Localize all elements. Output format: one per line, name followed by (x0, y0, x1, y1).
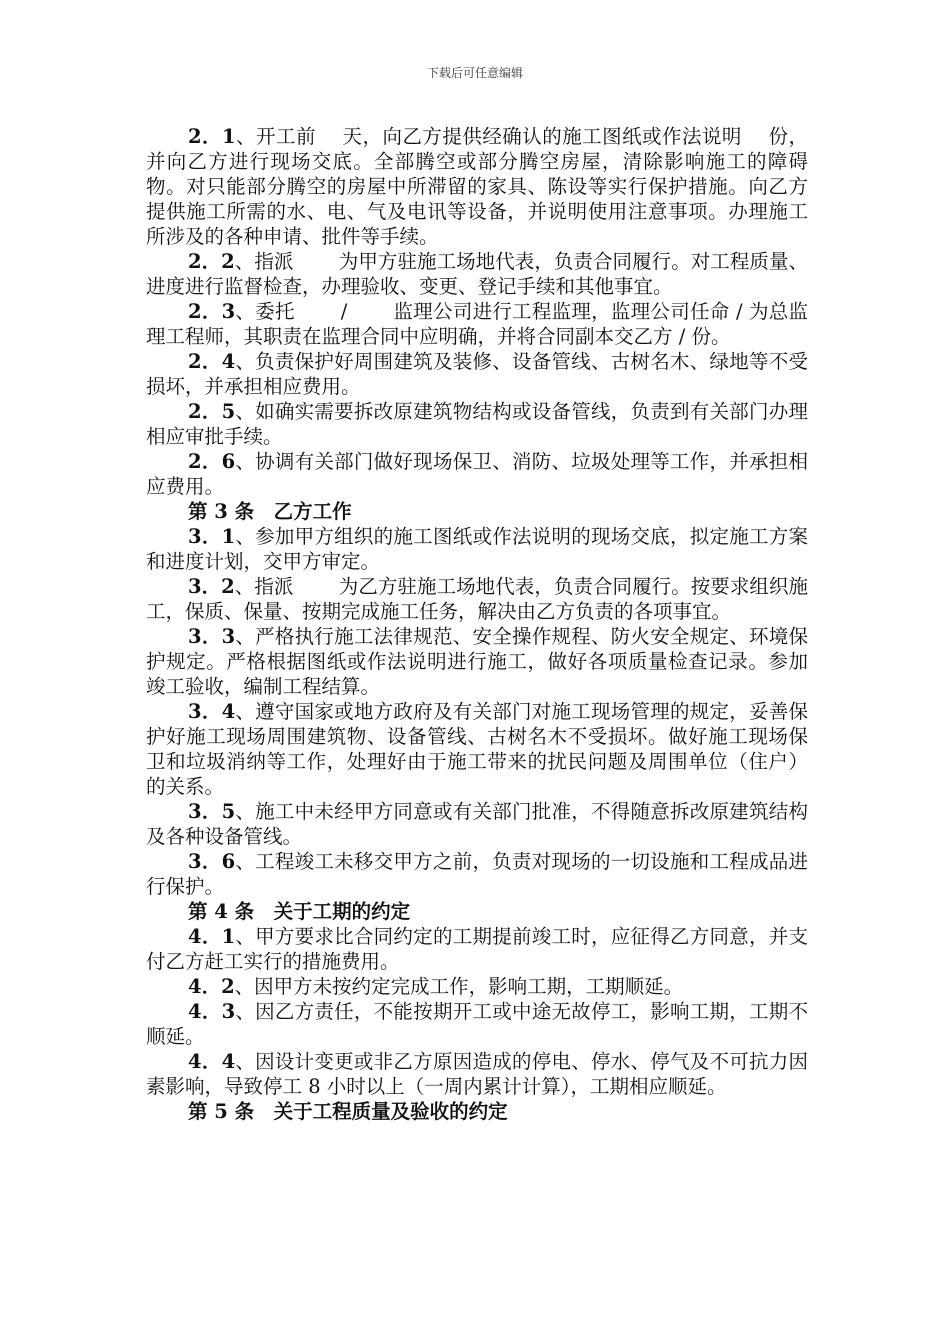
clause-2-5 (146, 399, 808, 449)
section-heading-4: 第 4 条 关于工期的约定 (188, 900, 411, 923)
clause-text: 、指派 为乙方驻施工场地代表，负责合同履行。按要求组织施工，保质、保量、按期完成施工任务，解决由乙方负责的各项事宜。 (146, 575, 809, 623)
clause-3-1 (146, 524, 808, 574)
clause-text: 、委托 / 监理公司进行工程监理，监理公司任命 / 为总监理工程师，其职责在监理合同中应明确，并将合同副本交乙方 / 份。 (146, 300, 809, 348)
clause-number: 3．1 (188, 525, 236, 548)
clause-number: 2．5 (188, 400, 236, 423)
clause-3-6 (146, 849, 808, 899)
clause-text: 、协调有关部门做好现场保卫、消防、垃圾处理等工作，并承担相应费用。 (146, 450, 808, 498)
document-body (146, 124, 808, 1124)
clause-text: 、遵守国家或地方政府及有关部门对施工现场管理的规定，妥善保护好施工现场周围建筑物、设备管线、古树名木不受损坏。做好施工现场保卫和垃圾消纳等工作，处理好由于施工带来的扰民问题及周围单位（住户）的关系。 (146, 700, 808, 798)
clause-3-4 (146, 699, 808, 799)
section-heading-3: 第 3 条 乙方工作 (188, 500, 352, 523)
clause-number: 2．1 (188, 125, 236, 148)
clause-4-3 (146, 999, 808, 1049)
clause-text: 、因甲方未按约定完成工作，影响工期，工期顺延。 (234, 975, 684, 998)
clause-text: 、因设计变更或非乙方原因造成的停电、停水、停气及不可抗力因素影响，导致停工 8 小时以上（一周内累计计算），工期相应顺延。 (146, 1050, 808, 1098)
clause-text: 、工程竣工未移交甲方之前，负责对现场的一切设施和工程成品进行保护。 (146, 850, 808, 898)
clause-number: 4．4 (188, 1050, 236, 1073)
clause-number: 3．3 (188, 625, 236, 648)
clause-number: 4．3 (188, 1000, 236, 1023)
clause-4-4 (146, 1049, 808, 1099)
clause-number: 4．1 (188, 925, 236, 948)
clause-2-1 (146, 124, 808, 249)
clause-number: 3．4 (188, 700, 236, 723)
clause-2-6 (146, 449, 808, 499)
clause-3-5 (146, 799, 808, 849)
clause-2-2 (146, 249, 808, 299)
clause-text: 、因乙方责任，不能按期开工或中途无故停工，影响工期，工期不顺延。 (146, 1000, 808, 1048)
clause-4-2 (146, 974, 808, 999)
section-heading-5: 第 5 条 关于工程质量及验收的约定 (188, 1100, 508, 1123)
page-header-note: 下载后可任意编辑 (426, 66, 523, 80)
clause-2-4 (146, 349, 808, 399)
clause-text: 、甲方要求比合同约定的工期提前竣工时，应征得乙方同意，并支付乙方赶工实行的措施费用。 (146, 925, 808, 973)
clause-4-1 (146, 924, 808, 974)
clause-number: 3．5 (188, 800, 236, 823)
clause-number: 2．6 (188, 450, 236, 473)
clause-3-3 (146, 624, 808, 699)
clause-text: 、参加甲方组织的施工图纸或作法说明的现场交底，拟定施工方案和进度计划，交甲方审定。 (146, 525, 808, 573)
clause-text: 、如确实需要拆改原建筑物结构或设备管线，负责到有关部门办理相应审批手续。 (146, 400, 808, 448)
clause-number: 2．4 (188, 350, 236, 373)
clause-number: 3．2 (188, 575, 235, 598)
clause-3-2 (146, 574, 808, 624)
clause-text: 、开工前 天，向乙方提供经确认的施工图纸或作法说明 份，并向乙方进行现场交底。全部腾空或部分腾空房屋，清除影响施工的障碍物。对只能部分腾空的房屋中所滞留的家具、陈设等实行保护措施。向乙方提供施工所需的水、电、气及电讯等设备，并说明使用注意事项。办理施工所涉及的各种申请、批件等手续。 (146, 125, 808, 248)
clause-2-3 (146, 299, 808, 349)
clause-text: 、严格执行施工法律规范、安全操作规程、防火安全规定、环境保护规定。严格根据图纸或作法说明进行施工，做好各项质量检查记录。参加竣工验收，编制工程结算。 (146, 625, 808, 698)
clause-number: 2．3 (188, 300, 236, 323)
clause-text: 、指派 为甲方驻施工场地代表，负责合同履行。对工程质量、进度进行监督检查，办理验收、变更、登记手续和其他事宜。 (146, 250, 809, 298)
clause-text: 、施工中未经甲方同意或有关部门批准，不得随意拆改原建筑结构及各种设备管线。 (146, 800, 808, 848)
clause-number: 4．2 (188, 975, 235, 998)
clause-number: 2．2 (188, 250, 235, 273)
clause-text: 、负责保护好周围建筑及装修、设备管线、古树名木、绿地等不受损坏，并承担相应费用。 (146, 350, 808, 398)
clause-number: 3．6 (188, 850, 236, 873)
